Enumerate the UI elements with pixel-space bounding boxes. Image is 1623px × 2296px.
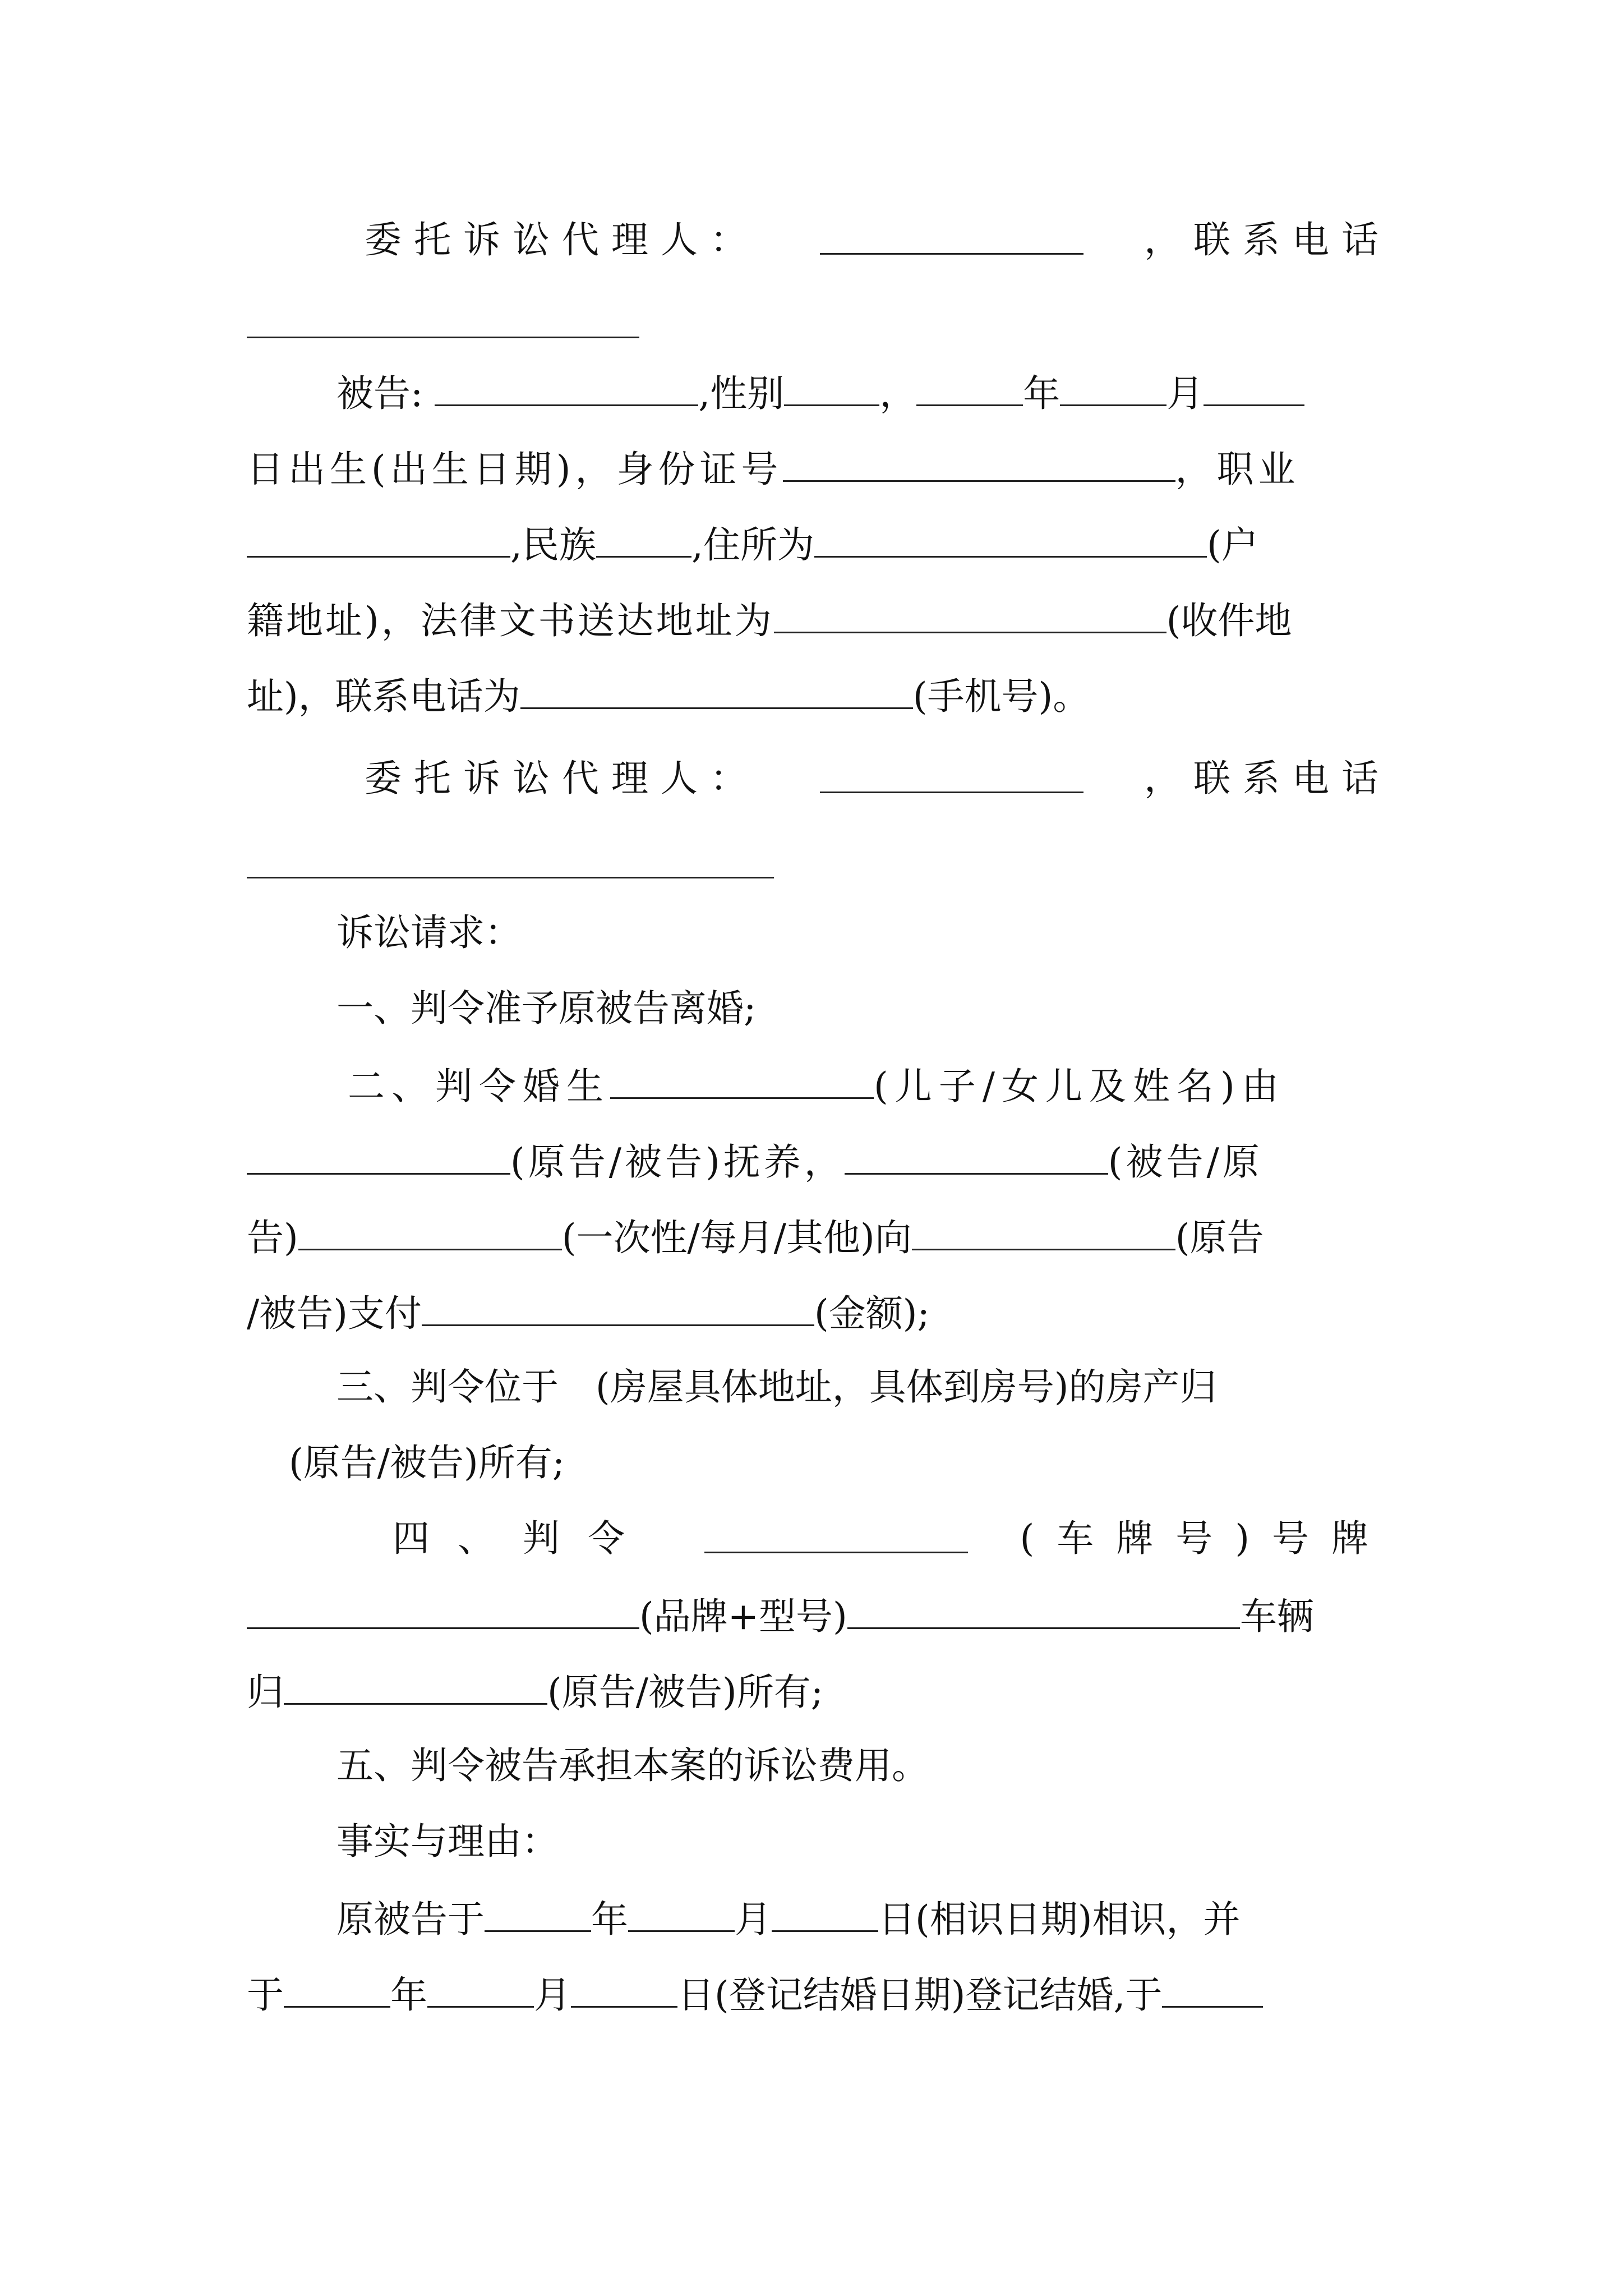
agent-line-2 — [365, 757, 1391, 800]
blank-field[interactable] — [247, 1142, 510, 1175]
blank-field[interactable] — [1060, 373, 1166, 406]
label: 日出生(出生日期)，身份证号 — [247, 448, 783, 491]
label: (品牌+型号) — [639, 1595, 847, 1638]
claim-5: 五、判令被告承担本案的诉讼费用。 — [336, 1744, 929, 1787]
label: (原告/被告)所有; — [547, 1671, 823, 1714]
label: 日(登记结婚日期)登记结婚,于 — [677, 1973, 1163, 2017]
blank-field[interactable] — [422, 1293, 814, 1326]
blank-field[interactable] — [784, 373, 879, 406]
facts-heading: 事实与理由： — [336, 1820, 559, 1863]
blank-field[interactable] — [814, 524, 1207, 558]
claim-4-line-1 — [393, 1517, 1391, 1560]
label: (户 — [1206, 523, 1258, 567]
blank-field[interactable] — [298, 1217, 562, 1250]
claim-3-line-1: 三、判令位于 (房屋具体地址，具体到房号)的房产归 — [336, 1365, 1217, 1409]
label: 委托诉讼代理人： — [365, 757, 759, 800]
label: 四、判令 — [393, 1517, 653, 1560]
blank-field[interactable] — [1162, 1975, 1263, 2008]
label: (车牌号)号牌 — [1020, 1517, 1391, 1560]
label: ，职业 — [1175, 448, 1300, 491]
label: 车辆 — [1239, 1595, 1314, 1638]
blank-field[interactable] — [1204, 373, 1304, 406]
agent-line-1 — [365, 218, 1391, 261]
label: 于 — [247, 1973, 284, 2017]
label: 籍地址)，法律文书送达地址为 — [247, 599, 774, 642]
birth-id-line — [247, 448, 1300, 491]
blank-field[interactable] — [596, 524, 691, 558]
label: ， — [879, 372, 917, 415]
blank-field[interactable] — [772, 1899, 878, 1932]
label: 告) — [247, 1216, 298, 1259]
label: 月 — [534, 1973, 571, 2017]
claim-3-line-2: (原告/被告)所有; — [289, 1441, 565, 1484]
blank-field[interactable] — [485, 1899, 591, 1932]
label: ,民族 — [510, 523, 596, 567]
blank-field[interactable] — [820, 760, 1083, 793]
claim-4-line-3 — [247, 1671, 823, 1714]
blank-field[interactable] — [284, 1975, 390, 2008]
blank-field[interactable] — [774, 600, 1166, 633]
job-address-line — [247, 523, 1258, 567]
blank-field[interactable] — [847, 1596, 1240, 1629]
service-address-line — [247, 599, 1292, 642]
claim-2-line-1 — [348, 1065, 1285, 1108]
blank-field[interactable] — [845, 1142, 1108, 1175]
defendant-line — [336, 372, 1304, 415]
blank-field[interactable] — [435, 373, 698, 406]
label: 年 — [390, 1973, 427, 2017]
label: (被告/原 — [1108, 1140, 1263, 1184]
label: 归 — [247, 1671, 284, 1714]
claim-2-line-2 — [247, 1140, 1263, 1184]
blank-field[interactable] — [610, 1066, 874, 1099]
blank-field[interactable] — [571, 1975, 677, 2008]
blank-field[interactable] — [783, 449, 1175, 482]
label: 月 — [1166, 372, 1204, 415]
claim-4-line-2 — [247, 1595, 1314, 1638]
label: (原告 — [1175, 1216, 1264, 1259]
label: 址)，联系电话为 — [247, 675, 520, 718]
label: ，联系电话 — [1144, 757, 1391, 800]
blank-field[interactable] — [520, 676, 913, 709]
label: (收件地 — [1166, 599, 1292, 642]
label: (原告/被告)抚养， — [510, 1140, 845, 1184]
blank-field[interactable] — [820, 222, 1083, 255]
label: /被告)支付 — [247, 1292, 422, 1335]
label: 月 — [735, 1898, 772, 1941]
phone-line — [247, 675, 1090, 718]
label: ,住所为 — [691, 523, 814, 567]
label: (手机号)。 — [912, 675, 1090, 718]
label: (儿子/女儿及姓名)由 — [874, 1065, 1285, 1108]
blank-field[interactable] — [916, 373, 1023, 406]
label: (一次性/每月/其他)向 — [561, 1216, 912, 1259]
blank-field[interactable] — [247, 337, 639, 338]
label: 年 — [591, 1898, 628, 1941]
label: (金额); — [814, 1292, 930, 1335]
label: 被告: — [336, 372, 423, 415]
blank-field[interactable] — [247, 1596, 639, 1629]
label: 日(相识日期)相识，并 — [878, 1898, 1241, 1941]
blank-field[interactable] — [247, 877, 774, 878]
blank-field[interactable] — [628, 1899, 735, 1932]
label: 原被告于 — [336, 1898, 485, 1941]
blank-field[interactable] — [247, 524, 510, 558]
label: 委托诉讼代理人： — [365, 218, 759, 261]
label: 二、判令婚生 — [348, 1065, 610, 1108]
facts-line-1 — [336, 1898, 1241, 1941]
blank-field[interactable] — [704, 1520, 968, 1553]
claim-1: 一、判令准予原被告离婚; — [336, 987, 757, 1030]
blank-field[interactable] — [912, 1217, 1175, 1250]
label: ,性别 — [698, 372, 785, 415]
claim-2-line-3 — [247, 1217, 1264, 1257]
claims-heading: 诉讼请求： — [336, 911, 522, 954]
blank-field[interactable] — [284, 1672, 547, 1705]
claim-2-line-4 — [247, 1292, 930, 1335]
facts-line-2 — [247, 1973, 1263, 2017]
label: ，联系电话 — [1144, 218, 1391, 261]
label: 年 — [1023, 372, 1061, 415]
blank-field[interactable] — [427, 1975, 534, 2008]
